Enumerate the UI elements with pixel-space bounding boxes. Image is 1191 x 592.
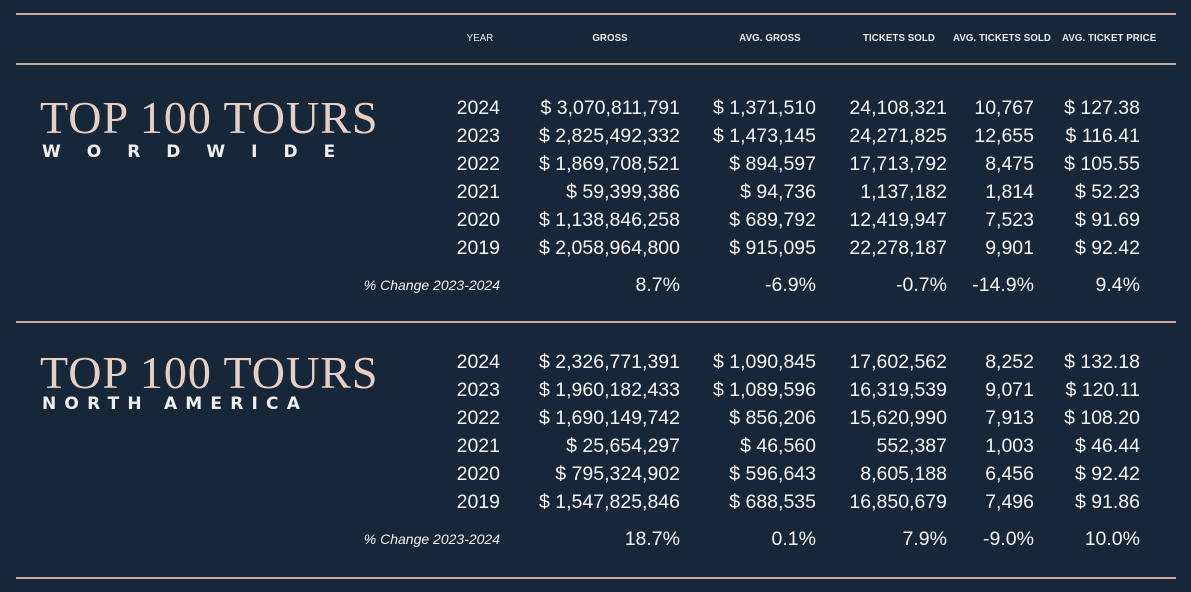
section-subtitle-north-america: NORTH AMERICA — [42, 394, 309, 414]
header-gross: GROSS — [592, 32, 628, 44]
percent-change-tickets-sold: -0.7% — [896, 274, 947, 296]
percent-change-avg-gross: -6.9% — [765, 274, 816, 296]
cell-avg-tickets-sold: 8,475 — [985, 153, 1034, 175]
cell-gross: $ 59,399,386 — [566, 181, 680, 203]
cell-tickets-sold: 1,137,182 — [860, 181, 947, 203]
percent-change-label: % Change 2023-2024 — [363, 277, 500, 293]
cell-tickets-sold: 8,605,188 — [860, 463, 947, 485]
cell-avg-tickets-sold: 10,767 — [974, 97, 1034, 119]
cell-avg-tickets-sold: 9,071 — [985, 379, 1034, 401]
cell-tickets-sold: 24,271,825 — [849, 125, 947, 147]
header-avg-gross: AVG. GROSS — [739, 32, 801, 44]
cell-tickets-sold: 22,278,187 — [849, 237, 947, 259]
header-avg-tickets-sold: AVG. TICKETS SOLD — [952, 32, 1051, 44]
cell-gross: $ 1,869,708,521 — [539, 153, 680, 175]
cell-avg-gross: $ 915,095 — [729, 237, 816, 259]
cell-tickets-sold: 16,850,679 — [849, 491, 947, 513]
percent-change-tickets-sold: 7.9% — [902, 528, 947, 550]
cell-avg-ticket-price: $ 116.41 — [1065, 125, 1140, 147]
section-title-north-america: TOP 100 TOURS — [40, 347, 379, 398]
cell-tickets-sold: 17,602,562 — [849, 351, 947, 373]
cell-avg-tickets-sold: 7,523 — [985, 209, 1034, 231]
section-divider-rule — [16, 321, 1176, 323]
cell-avg-gross: $ 1,089,596 — [712, 379, 816, 401]
cell-year: 2023 — [456, 379, 500, 401]
percent-change-gross: 18.7% — [624, 528, 680, 550]
cell-gross: $ 2,326,771,391 — [539, 351, 680, 373]
cell-gross: $ 25,654,297 — [566, 435, 680, 457]
cell-avg-ticket-price: $ 52.23 — [1074, 181, 1140, 203]
cell-avg-gross: $ 689,792 — [729, 209, 816, 231]
cell-avg-gross: $ 596,643 — [729, 463, 816, 485]
cell-avg-ticket-price: $ 132.18 — [1064, 351, 1140, 373]
bottom-rule — [16, 577, 1176, 579]
cell-avg-gross: $ 688,535 — [729, 491, 816, 513]
cell-tickets-sold: 12,419,947 — [849, 209, 947, 231]
cell-avg-ticket-price: $ 92.42 — [1074, 237, 1140, 259]
percent-change-label: % Change 2023-2024 — [363, 531, 500, 547]
cell-year: 2019 — [456, 237, 500, 259]
cell-gross: $ 1,138,846,258 — [539, 209, 680, 231]
cell-avg-ticket-price: $ 127.38 — [1064, 97, 1140, 119]
cell-tickets-sold: 16,319,539 — [849, 379, 947, 401]
cell-avg-ticket-price: $ 91.69 — [1074, 209, 1140, 231]
cell-avg-ticket-price: $ 46.44 — [1074, 435, 1140, 457]
percent-change-gross: 8.7% — [635, 274, 680, 296]
percent-change-avg-ticket-price: 9.4% — [1095, 274, 1140, 296]
percent-change-avg-tickets-sold: -9.0% — [983, 528, 1034, 550]
cell-year: 2024 — [456, 351, 500, 373]
cell-gross: $ 1,547,825,846 — [539, 491, 680, 513]
percent-change-avg-tickets-sold: -14.9% — [972, 274, 1034, 296]
cell-avg-gross: $ 894,597 — [729, 153, 816, 175]
cell-avg-gross: $ 1,371,510 — [712, 97, 816, 119]
header-avg-ticket-price: AVG. TICKET PRICE — [1062, 32, 1157, 44]
cell-gross: $ 2,825,492,332 — [539, 125, 680, 147]
header-tickets-sold: TICKETS SOLD — [863, 32, 935, 44]
cell-year: 2021 — [456, 435, 500, 457]
cell-tickets-sold: 24,108,321 — [849, 97, 947, 119]
section-title-worldwide: TOP 100 TOURS — [40, 92, 379, 143]
cell-gross: $ 2,058,964,800 — [539, 237, 680, 259]
cell-gross: $ 1,690,149,742 — [539, 407, 680, 429]
cell-avg-tickets-sold: 1,814 — [985, 181, 1034, 203]
cell-avg-gross: $ 1,473,145 — [712, 125, 816, 147]
cell-tickets-sold: 15,620,990 — [849, 407, 947, 429]
header-rule — [16, 63, 1176, 65]
cell-avg-gross: $ 94,736 — [740, 181, 816, 203]
cell-year: 2020 — [456, 463, 500, 485]
cell-year: 2022 — [456, 407, 500, 429]
cell-avg-tickets-sold: 7,496 — [985, 491, 1034, 513]
cell-avg-tickets-sold: 12,655 — [974, 125, 1034, 147]
cell-gross: $ 795,324,902 — [555, 463, 680, 485]
cell-year: 2024 — [456, 97, 500, 119]
cell-avg-tickets-sold: 8,252 — [985, 351, 1034, 373]
cell-year: 2021 — [456, 181, 500, 203]
percent-change-avg-gross: 0.1% — [771, 528, 816, 550]
percent-change-avg-ticket-price: 10.0% — [1084, 528, 1140, 550]
cell-tickets-sold: 17,713,792 — [849, 153, 947, 175]
cell-avg-tickets-sold: 9,901 — [985, 237, 1034, 259]
cell-avg-gross: $ 1,090,845 — [712, 351, 816, 373]
cell-year: 2019 — [456, 491, 500, 513]
cell-gross: $ 1,960,182,433 — [539, 379, 680, 401]
top-rule — [16, 13, 1176, 15]
cell-avg-tickets-sold: 6,456 — [985, 463, 1034, 485]
cell-avg-ticket-price: $ 91.86 — [1074, 491, 1140, 513]
cell-avg-gross: $ 856,206 — [729, 407, 816, 429]
cell-avg-ticket-price: $ 92.42 — [1074, 463, 1140, 485]
cell-year: 2020 — [456, 209, 500, 231]
cell-avg-tickets-sold: 7,913 — [985, 407, 1034, 429]
header-year: YEAR — [466, 32, 494, 44]
cell-avg-tickets-sold: 1,003 — [985, 435, 1034, 457]
cell-year: 2022 — [456, 153, 500, 175]
section-subtitle-worldwide: WORDWIDE — [42, 142, 362, 162]
cell-avg-ticket-price: $ 120.11 — [1065, 379, 1140, 401]
cell-gross: $ 3,070,811,791 — [540, 97, 680, 119]
cell-tickets-sold: 552,387 — [876, 435, 947, 457]
cell-avg-ticket-price: $ 105.55 — [1064, 153, 1140, 175]
cell-avg-gross: $ 46,560 — [740, 435, 816, 457]
cell-year: 2023 — [456, 125, 500, 147]
cell-avg-ticket-price: $ 108.20 — [1064, 407, 1140, 429]
